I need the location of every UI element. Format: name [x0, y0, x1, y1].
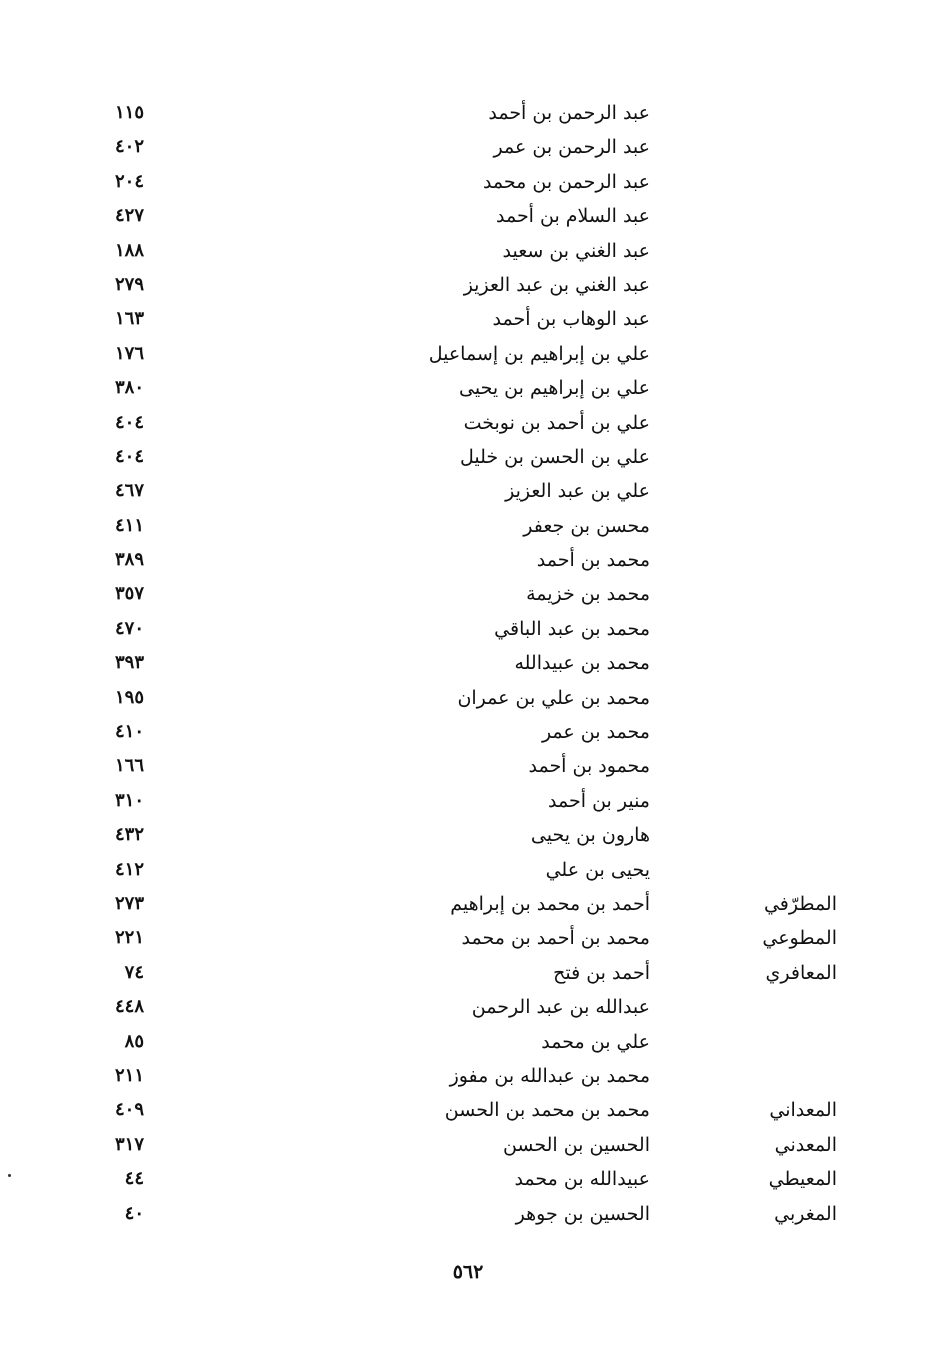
page-reference: ٢٧٣: [114, 892, 144, 914]
person-name: علي بن إبراهيم بن يحيى: [459, 377, 650, 400]
person-name: عبد الرحمن بن عمر: [493, 136, 650, 159]
index-row: [0, 337, 937, 371]
index-row: [0, 509, 937, 543]
index-row: [0, 130, 937, 164]
person-name: أحمد بن محمد بن إبراهيم: [450, 892, 650, 915]
person-name: علي بن عبد العزيز: [505, 480, 650, 503]
person-name: عبد الوهاب بن أحمد: [492, 308, 650, 331]
nisba: المعيطي: [768, 1168, 837, 1191]
page-reference: ٨٥: [124, 1030, 144, 1052]
page-reference: ٤٣٢: [114, 824, 144, 846]
person-name: عبد السلام بن أحمد: [495, 205, 650, 228]
page-reference: ٤١١: [114, 514, 144, 536]
name-index-list: [0, 96, 937, 1231]
page-reference: ٤١٠: [114, 721, 144, 743]
index-row: [0, 577, 937, 611]
person-name: عبد الغني بن عبد العزيز: [463, 273, 650, 296]
scan-speck: [8, 1174, 11, 1177]
page-reference: ١٩٥: [114, 686, 144, 708]
page-reference: ٣١٠: [114, 789, 144, 811]
nisba: المعداني: [769, 1099, 837, 1122]
index-row: [0, 1162, 937, 1196]
page-reference: ٤٤: [124, 1168, 144, 1190]
index-row: [0, 887, 937, 921]
person-name: عبيدالله بن محمد: [514, 1168, 650, 1191]
page-reference: ١٦٣: [114, 308, 144, 330]
page-reference: ١٧٦: [114, 342, 144, 364]
page-reference: ٤٠٩: [114, 1099, 144, 1121]
person-name: علي بن محمد: [541, 1030, 650, 1053]
page-reference: ٢٠٤: [114, 170, 144, 192]
page-reference: ٤٠: [124, 1202, 144, 1224]
person-name: عبدالله بن عبد الرحمن: [471, 996, 650, 1019]
person-name: منير بن أحمد: [548, 789, 650, 812]
page-reference: ٤٢٧: [114, 205, 144, 227]
person-name: محمد بن أحمد: [536, 549, 650, 572]
nisba: المطوعي: [762, 927, 837, 950]
index-row: [0, 474, 937, 508]
person-name: محمود بن أحمد: [528, 755, 650, 778]
page-reference: ٤٧٠: [114, 617, 144, 639]
index-row: [0, 749, 937, 783]
page-reference: ٣٥٧: [114, 583, 144, 605]
person-name: علي بن الحسن بن خليل: [459, 445, 650, 468]
page-reference: ٢٢١: [114, 927, 144, 949]
person-name: الحسين بن الحسن: [502, 1133, 650, 1156]
person-name: محسن بن جعفر: [523, 514, 650, 537]
index-row: [0, 1093, 937, 1127]
page-reference: ١٦٦: [114, 755, 144, 777]
person-name: عبد الرحمن بن أحمد: [488, 102, 650, 124]
index-row: [0, 302, 937, 336]
nisba: المعافري: [765, 961, 837, 984]
index-row: [0, 921, 937, 955]
index-row: [0, 1128, 937, 1162]
index-row: [0, 784, 937, 818]
page-reference: ٤٠٤: [114, 445, 144, 467]
page-reference: ٣١٧: [114, 1133, 144, 1155]
index-row: [0, 371, 937, 405]
index-row: [0, 681, 937, 715]
index-row: [0, 1059, 937, 1093]
page-reference: ٤٦٧: [114, 480, 144, 502]
page-reference: ٣٨٠: [114, 377, 144, 399]
index-row: [0, 612, 937, 646]
page-reference: ٤٠٤: [114, 411, 144, 433]
person-name: يحيى بن علي: [545, 858, 650, 881]
index-row: [0, 543, 937, 577]
page-reference: ٢١١: [114, 1064, 144, 1086]
index-row: [0, 646, 937, 680]
page-reference: ٤٤٨: [114, 996, 144, 1018]
person-name: محمد بن أحمد بن محمد: [461, 927, 650, 950]
person-name: عبد الرحمن بن محمد: [482, 170, 650, 193]
index-row: [0, 406, 937, 440]
index-row: [0, 956, 937, 990]
nisba: المعدني: [774, 1133, 837, 1156]
page-reference: ٤١٢: [114, 858, 144, 880]
page-reference: ١١٥: [114, 102, 144, 123]
index-row: [0, 165, 937, 199]
person-name: محمد بن خزيمة: [526, 583, 650, 606]
index-row: [0, 1025, 937, 1059]
person-name: محمد بن عبد الباقي: [494, 617, 650, 640]
person-name: أحمد بن فتح: [553, 961, 650, 984]
index-row: [0, 1197, 937, 1231]
index-row: [0, 853, 937, 887]
page-reference: ٢٧٩: [114, 273, 144, 295]
index-row: [0, 234, 937, 268]
index-row: [0, 268, 937, 302]
person-name: علي بن إبراهيم بن إسماعيل: [428, 342, 650, 365]
index-row: [0, 990, 937, 1024]
page-number: ٥٦٢: [452, 1261, 484, 1283]
index-row: [0, 818, 937, 852]
page-reference: ١٨٨: [114, 239, 144, 261]
index-row: [0, 96, 937, 130]
person-name: هارون بن يحيى: [530, 824, 650, 847]
person-name: محمد بن علي بن عمران: [457, 686, 650, 709]
person-name: عبد الغني بن سعيد: [502, 239, 650, 262]
nisba: المطرّفي: [763, 892, 837, 915]
index-row: [0, 199, 937, 233]
nisba: المغربي: [774, 1202, 837, 1225]
index-row: [0, 715, 937, 749]
person-name: علي بن أحمد بن نوبخت: [463, 411, 650, 434]
page-reference: ٣٩٣: [114, 652, 144, 674]
person-name: الحسين بن جوهر: [515, 1202, 650, 1225]
person-name: محمد بن محمد بن الحسن: [444, 1099, 650, 1122]
index-row: [0, 440, 937, 474]
page-reference: ٧٤: [124, 961, 144, 983]
person-name: محمد بن عبيدالله: [514, 652, 650, 675]
person-name: محمد بن عبدالله بن مفوز: [449, 1064, 650, 1087]
person-name: محمد بن عمر: [541, 721, 650, 744]
page-reference: ٣٨٩: [114, 549, 144, 571]
page-reference: ٤٠٢: [114, 136, 144, 158]
